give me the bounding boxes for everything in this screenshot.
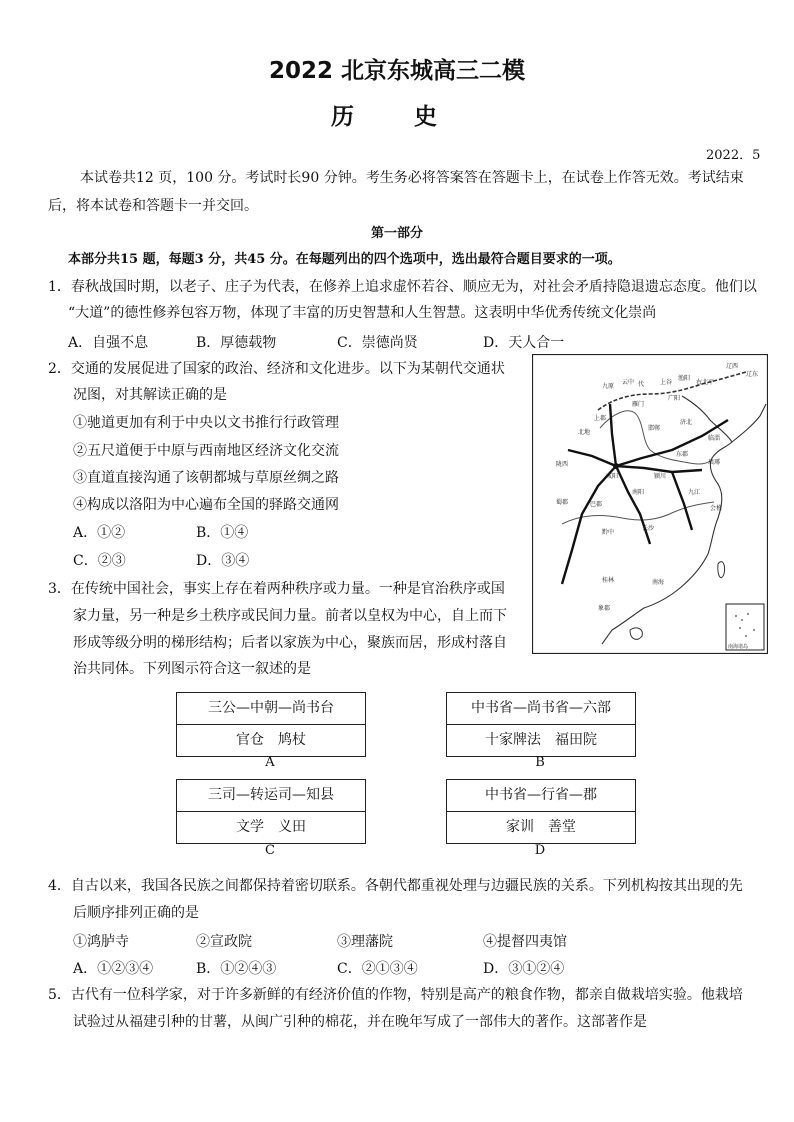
q1-option-d[interactable]: D．天人合一 bbox=[483, 335, 565, 351]
capital-marker bbox=[613, 463, 619, 469]
q4-line-1: 4．自古以来，我国各民族之间都保持着密切联系。各朝代都重视处理与边疆民族的关系。下列机构按其出现的先 bbox=[48, 878, 743, 894]
diagram-b-top: 中书省—尚书省—六部 bbox=[447, 693, 635, 725]
diagram-c-bottom: 文学 义田 bbox=[236, 819, 306, 835]
map-label: 南阳 bbox=[632, 489, 645, 496]
map-label: 广阳 bbox=[668, 395, 681, 402]
map-label: 南海 bbox=[652, 579, 665, 586]
q5-line-2: 试验过从福建引种的甘薯，从闽广引种的棉花，并在晚年写成了一部伟大的著作。这部著作是 bbox=[73, 1014, 647, 1030]
q4-item-2: ②宣政院 bbox=[196, 934, 252, 950]
map-label: 辽东 bbox=[746, 371, 759, 378]
q4-item-1: ①鸿胪寺 bbox=[73, 934, 129, 950]
diagram-d-label: D bbox=[534, 843, 546, 858]
q4-option-d[interactable]: D．③①②④ bbox=[483, 961, 565, 977]
map-label: 临淄 bbox=[708, 435, 721, 442]
q4-item-3: ③理藩院 bbox=[337, 934, 393, 950]
map-label: 上郡 bbox=[594, 415, 607, 422]
q3-line-4: 治共同体。下列图示符合这一叙述的是 bbox=[73, 661, 311, 677]
q3-line-3: 形成等级分明的梯形结构；后者以家族为中心，聚族而居，形成村落自 bbox=[73, 635, 507, 651]
q1-option-b[interactable]: B．厚德载物 bbox=[196, 335, 277, 351]
map-label: 九原 bbox=[602, 383, 615, 390]
q3-diagram-c[interactable] bbox=[176, 779, 366, 844]
q4-option-c[interactable]: C．②①③④ bbox=[337, 961, 418, 977]
map-label: 东郡 bbox=[676, 451, 689, 458]
q2-option-c[interactable]: C．②③ bbox=[73, 553, 126, 569]
instructions-line-2: 后，将本试卷和答题卡一并交回。 bbox=[48, 198, 258, 214]
diagram-a-top: 三公—中朝—尚书台 bbox=[177, 693, 365, 725]
q2-item-3: ③直道直接沟通了该朝都城与草原丝绸之路 bbox=[73, 470, 339, 486]
q2-item-4: ④构成以洛阳为中心遍布全国的驿路交通网 bbox=[73, 497, 339, 513]
diagram-d-bottom: 家训 善堂 bbox=[506, 819, 576, 835]
q2-line-2: 况图，对其解读正确的是 bbox=[73, 387, 227, 403]
map-label: 巴郡 bbox=[590, 501, 603, 508]
subject-title: 历 史 bbox=[330, 104, 463, 130]
map-label: 咸阳 bbox=[606, 473, 619, 480]
q3-diagram-a[interactable] bbox=[176, 692, 366, 757]
diagram-a-bottom: 官仓 鸠杖 bbox=[236, 732, 306, 748]
q3-diagram-d[interactable] bbox=[446, 779, 636, 844]
q1-option-a[interactable]: A．自强不息 bbox=[68, 335, 149, 351]
map-label: 邯郸 bbox=[648, 425, 661, 432]
map-label: 上谷 bbox=[660, 379, 673, 386]
map-label: 象郡 bbox=[598, 605, 611, 612]
map-label: 琅琊 bbox=[708, 459, 721, 466]
q4-line-2: 后顺序排列正确的是 bbox=[73, 905, 199, 921]
map-label: 九江 bbox=[688, 489, 701, 496]
q1-line-2: “大道”的德性修养包容万物，体现了丰富的历史智慧和人生智慧。这表明中华优秀传统文化崇尚 bbox=[68, 305, 657, 321]
diagram-b-label: B bbox=[535, 755, 545, 770]
map-label: 代 bbox=[638, 381, 645, 388]
q2-option-b[interactable]: B．①④ bbox=[196, 525, 249, 541]
q1-option-c[interactable]: C．崇德尚贤 bbox=[337, 335, 418, 351]
part1-heading: 第一部分 bbox=[370, 226, 423, 241]
q4-option-b[interactable]: B．①②④③ bbox=[196, 961, 277, 977]
transport-map-figure bbox=[532, 354, 768, 654]
diagram-d-top: 中书省—行省—郡 bbox=[447, 780, 635, 812]
q3-line-1: 3．在传统中国社会，事实上存在着两种秩序或力量。一种是官治秩序或国 bbox=[48, 581, 505, 597]
q4-option-a[interactable]: A．①②③④ bbox=[73, 961, 154, 977]
map-label: 颍川 bbox=[654, 473, 667, 480]
map-label: 雁门 bbox=[632, 401, 645, 408]
exam-title: 2022 北京东城高三二模 bbox=[268, 58, 526, 84]
map-label: 北地 bbox=[578, 429, 591, 436]
q5-line-1: 5．古代有一位科学家，对于许多新鲜的有经济价值的作物，特别是高产的粮食作物，都亲自做栽培实验。他栽培 bbox=[48, 987, 743, 1003]
map-label: 黔中 bbox=[602, 529, 615, 536]
diagram-c-label: C bbox=[265, 843, 275, 858]
map-label: 右北平 bbox=[696, 379, 715, 386]
q2-option-d[interactable]: D．③④ bbox=[196, 553, 250, 569]
inset-legend-label: 南海诸岛 bbox=[728, 644, 749, 650]
q2-option-a[interactable]: A．①② bbox=[73, 525, 126, 541]
map-label: 渔阳 bbox=[678, 375, 691, 382]
diagram-c-top: 三司—转运司—知县 bbox=[177, 780, 365, 812]
q1-line-1: 1．春秋战国时期，以老子、庄子为代表，在修养上追求虚怀若谷、顺应无为，对社会矛盾持隐退遗忘态度。他们以 bbox=[48, 279, 757, 295]
q2-item-1: ①驰道更加有利于中央以文书推行行政管理 bbox=[73, 415, 339, 431]
q2-item-2: ②五尺道便于中原与西南地区经济文化交流 bbox=[73, 443, 339, 459]
diagram-a-label: A bbox=[265, 755, 275, 770]
map-label: 蜀郡 bbox=[556, 499, 569, 506]
diagram-b-bottom: 十家牌法 福田院 bbox=[485, 732, 597, 748]
exam-date: 2022．5 bbox=[706, 148, 761, 163]
q3-diagram-b[interactable] bbox=[446, 692, 636, 757]
map-label: 会稽 bbox=[710, 505, 723, 512]
q4-item-4: ④提督四夷馆 bbox=[483, 934, 567, 950]
map-label: 云中 bbox=[622, 379, 635, 386]
map-label: 陇西 bbox=[556, 461, 569, 468]
map-label: 桂林 bbox=[602, 577, 615, 584]
map-label: 济北 bbox=[680, 419, 693, 426]
instructions-line-1: 本试卷共12 页，100 分。考试时长90 分钟。考生务必将答案答在答题卡上，在试卷上作答无效。考试结束 bbox=[80, 170, 744, 186]
q3-line-2: 家力量，另一种是乡土秩序或民间力量。前者以皇权为中心，自上而下 bbox=[73, 608, 507, 624]
q2-line-1: 2．交通的发展促进了国家的政治、经济和文化进步。以下为某朝代交通状 bbox=[48, 361, 505, 377]
map-label: 长沙 bbox=[642, 525, 655, 532]
map-label: 辽西 bbox=[726, 363, 739, 370]
part1-note: 本部分共15 题，每题3 分，共45 分。在每题列出的四个选项中，选出最符合题目要求的一项。 bbox=[68, 252, 621, 267]
